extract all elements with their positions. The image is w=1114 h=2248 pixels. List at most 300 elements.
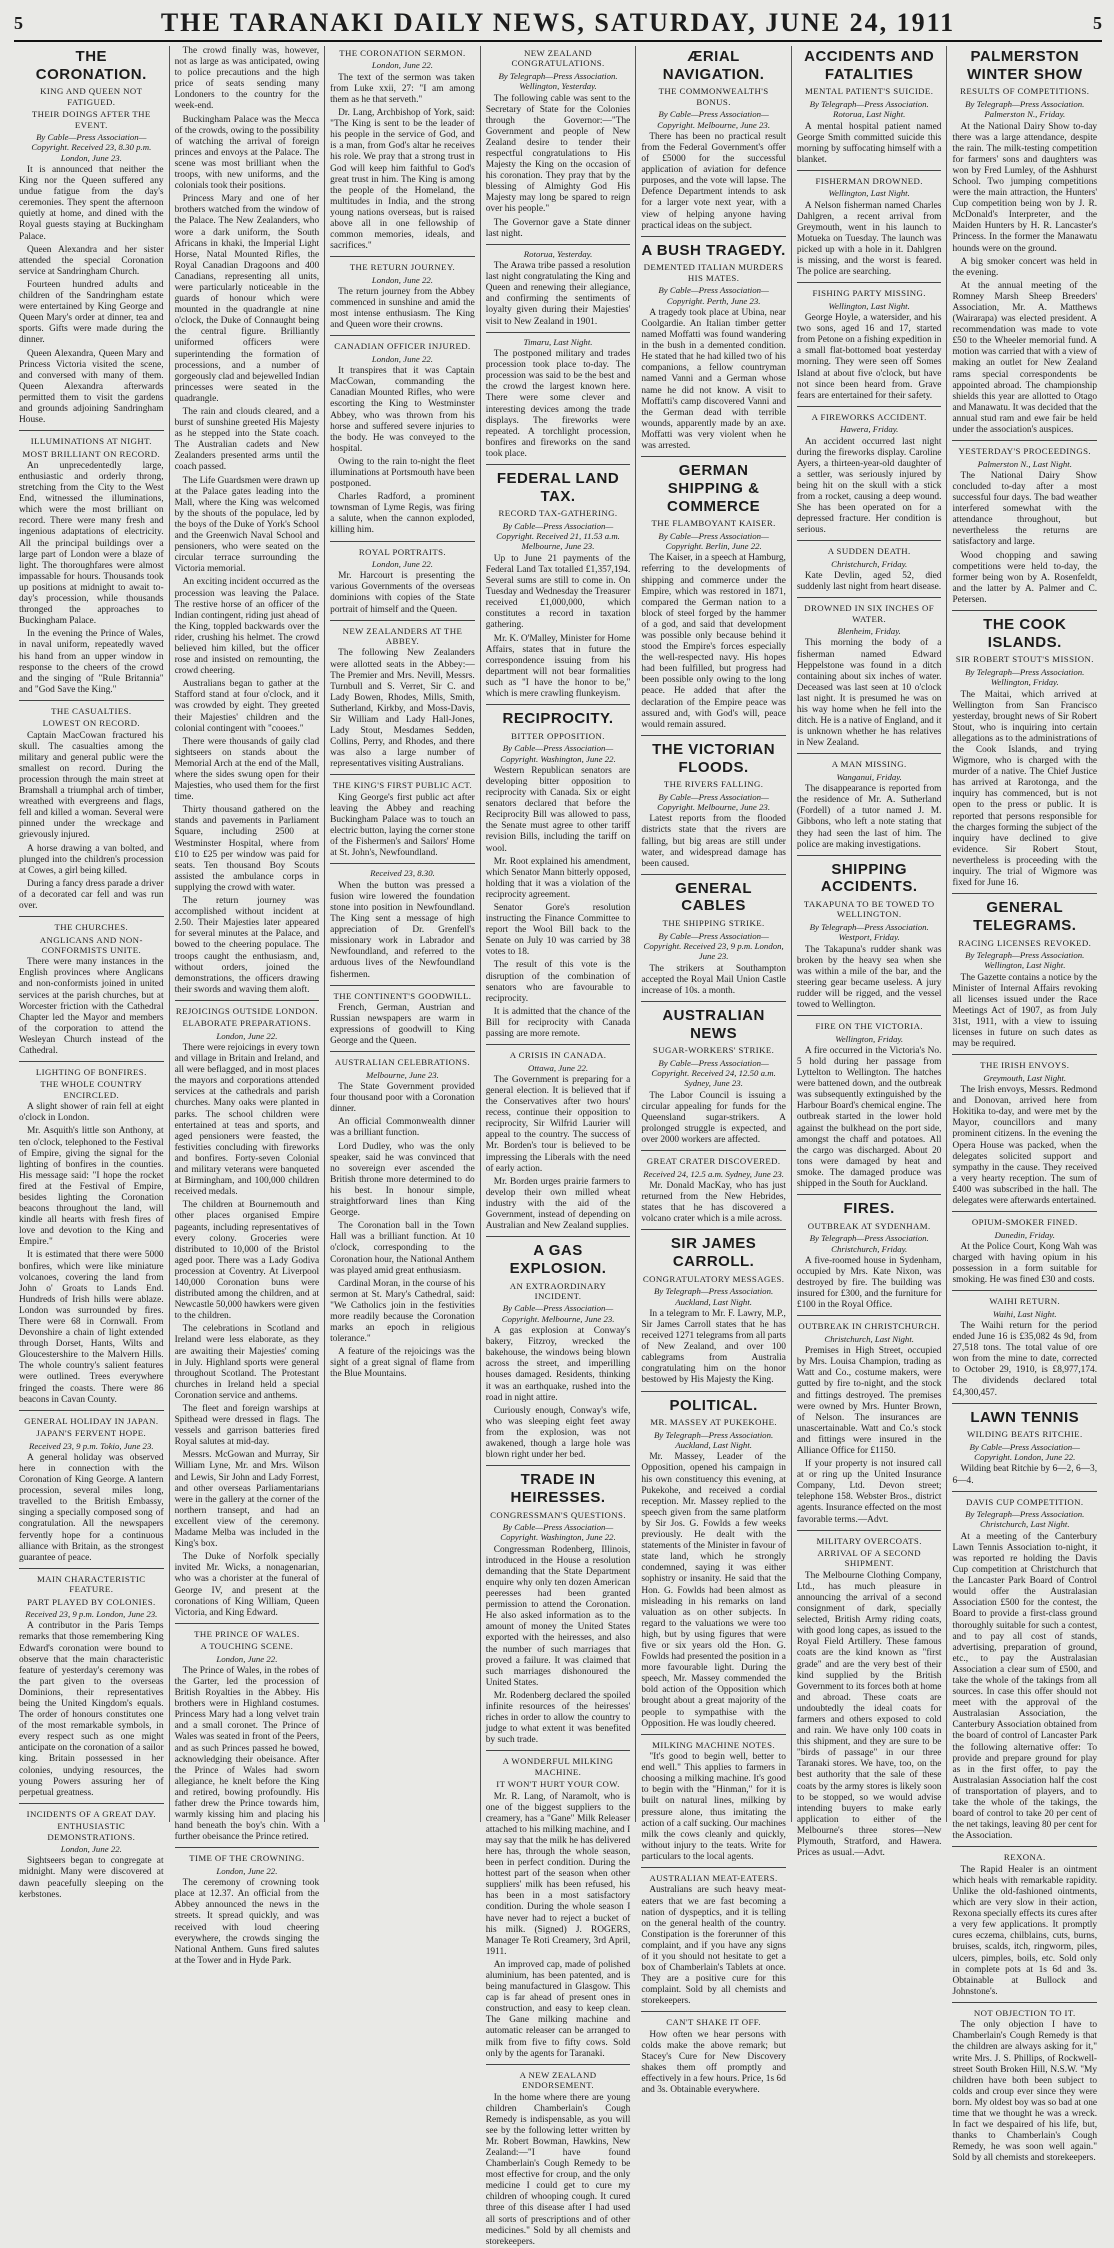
article-paragraph: Mr. Borden urges prairie farmers to develop their own milled wheat industry with the aid of the Government, instead of depending on Australian and New Zealand supplies.	[485, 1176, 631, 1232]
article-dateline: Ottawa, June 22.	[527, 1062, 589, 1073]
article-dateline: By Cable—Press Association—Copyright. Washington, June 22.	[500, 743, 616, 764]
article-dateline: Christchurch, Last Night.	[824, 1333, 914, 1344]
article	[797, 597, 942, 749]
article-subheading: NEW ZEALANDERS AT THE ABBEY.	[342, 625, 463, 647]
article-paragraph: Sightseers began to congregate at midnight. Many were discovered at dawn peacefully sleeping on the kerbstones.	[19, 1856, 164, 1900]
article	[641, 1001, 786, 1146]
article-subheading: LOWEST ON RECORD.	[42, 718, 140, 729]
article-paragraph: The Labor Council is issuing a circular appealing for funds for the Queensland sugar-strikers. A prolonged struggle is expected, and over 2000 workers are affected.	[641, 1090, 786, 1146]
article-subheading: ENTHUSIASTIC DEMONSTRATIONS.	[47, 1821, 136, 1842]
article-paragraph: Mr. R. Lang, of Naramolt, who is one of the biggest suppliers to the creamery, has a "Gane" Milk Releaser attached to his milking machine, and I may say that the milk he has delivered here has, through the whole season, been in perfect condition. During the hottest part of the season when other suppliers' milk has been refused, his has been in a most satisfactory condition. During the whole season I have never had to reject a bucket of his milk. (Signed) J. ROGERS, Manager Te Roti Creamery, 3rd April, 1911.	[485, 1791, 631, 1957]
article-paragraph: The following cable was sent to the Secretary of State for the Colonies through the Governor:—"The Government and people of New Zealand desire to tender their respectful congratulations to His Majesty the King on the occasion of his coronation. They pray that by the blessing of Almighty God His Majesty may long be spared to reign over his people."	[485, 93, 631, 215]
article-subheading: RECORD TAX-GATHERING.	[498, 508, 618, 519]
article-paragraph: Mr. Root explained his amendment, which Senator Mann bitterly opposed, holding that it was a violation of the reciprocity agreement.	[485, 856, 631, 900]
article-headline: SHIPPING ACCIDENTS.	[820, 860, 918, 896]
article-dateline: By Telegraph—Press Association. Auckland, Last Night.	[654, 1429, 774, 1450]
article-paragraph: Kate Devlin, aged 52, died suddenly last night from heart disease.	[796, 571, 942, 593]
article-paragraph: Latest reports from the flooded districts state that the rivers are falling, but big areas are still under water, and widespread damage has been caused.	[641, 814, 786, 869]
article-dateline: London, June 22.	[60, 1843, 122, 1854]
column-2	[170, 46, 326, 1966]
article	[641, 48, 786, 232]
article-subheading: DEMENTED ITALIAN MURDERS HIS MATES.	[643, 262, 784, 283]
article-subheading: GREAT CRATER DISCOVERED.	[646, 1156, 781, 1167]
article-dateline: Rotorua, Yesterday.	[523, 248, 593, 259]
article-subheading: KING AND QUEEN NOT FATIGUED.	[40, 86, 143, 107]
article	[797, 1315, 942, 1525]
article-subheading: FISHING PARTY MISSING.	[812, 288, 926, 299]
article	[641, 2011, 786, 2096]
article-dateline: By Telegraph—Press Association. Wellington, Yesterday.	[498, 70, 618, 92]
article-paragraph: A gas explosion at Conway's bakery, Fitzroy, wrecked the bakehouse, the windows being blown across the street, and imperilling houses damaged. Residents, thinking it was an earthquake, rushed into the road in night attire.	[485, 1326, 631, 1403]
article-paragraph: An exciting incident occurred as the procession was leaving the Palace. The restive horse of an officer of the Indian contingent, riding just ahead of the King, toppled backwards over the rider, crushing his helmet. The crowd believed him killed, but the officer rose and insisted on remounting, the crowd cheering.	[174, 577, 320, 677]
article-dateline: By Cable—Press Association—Copyright. London, June 22.	[969, 1441, 1080, 1463]
article-paragraph: The return journey from the Abbey commenced in sunshine and amid the most intense enthusiasm. The King and Queen wore their crowns.	[330, 287, 475, 331]
article-subheading: THE KING'S FIRST PUBLIC ACT.	[332, 780, 473, 791]
article-subheading: REXONA.	[1003, 1852, 1046, 1863]
article-subheading: THE FLAMBOYANT KAISER.	[651, 518, 776, 529]
article	[797, 855, 942, 1011]
article-subheading: MILITARY OVERCOATS.	[816, 1535, 922, 1546]
article-subheading: ELABORATE PREPARATIONS.	[182, 1018, 312, 1029]
article-paragraph: The result of this vote is the disruption of the combination of senators who are favourable to reciprocity.	[485, 960, 631, 1004]
article-paragraph: Charles Radford, a prominent townsman of Lyme Regis, was firing a salute, when the cannon exploded, killing him.	[330, 492, 475, 536]
article-dateline: By Cable—Press Association—Copyright. Washington, June 22.	[500, 1521, 616, 1543]
article-paragraph: The Kaiser, in a speech at Hamburg, referring to the developments of shipping and commerce under the Empire, which was restored in 1871, compared the German nation to a block of steel forged by the hammer of a god, and said that development was possible only because behind it stood the Empire's forces especially the well-respected navy. His hopes had been fulfilled, but progress had been possible only owing to the long peace. He added that after the declaration of the Empire peace was assured and, with God's will, peace would remain assured.	[641, 553, 786, 730]
article-subheading: THE CONTINENT'S GOODWILL.	[333, 990, 472, 1001]
article	[19, 1061, 164, 1406]
article-dateline: London, June 22.	[371, 353, 433, 364]
article-dateline: Melbourne, June 23.	[366, 1069, 439, 1080]
columns-container	[14, 46, 1102, 2247]
article-subheading: CONGRESSMAN'S QUESTIONS.	[490, 1509, 626, 1520]
article-subheading: PART PLAYED BY COLONIES.	[26, 1596, 156, 1607]
article-dateline: Received 23, 8.30.	[370, 868, 435, 879]
column-7	[947, 46, 1102, 2164]
article-dateline: By Telegraph—Press Association. Christchurch, Friday.	[809, 1233, 929, 1254]
article-subheading: ILLUMINATIONS AT NIGHT.	[30, 436, 152, 447]
article-headline: SIR JAMES CARROLL.	[670, 1235, 757, 1271]
article-paragraph: The Arawa tribe passed a resolution last night congratulating the King and Queen and renewing their allegiance, and confirming the sentiments of loyalty given during their Majesties' visit to New Zealand in 1901.	[485, 261, 631, 327]
article	[797, 540, 942, 593]
article-subheading: INCIDENTS OF A GREAT DAY.	[26, 1808, 156, 1819]
article-paragraph: Mr. Harcourt is presenting the various Governments of the overseas dominions with copies of the State portrait of himself and the Queen.	[330, 571, 475, 615]
article-headline: POLITICAL.	[669, 1396, 758, 1414]
article	[641, 236, 786, 452]
article-headline: LAWN TENNIS	[970, 1408, 1080, 1426]
article	[641, 874, 786, 997]
article	[19, 700, 164, 912]
article	[486, 2064, 631, 2248]
article-subheading: A TOUCHING SCENE.	[200, 1641, 294, 1652]
article-subheading: TIME OF THE CROWNING.	[189, 1853, 305, 1864]
article-paragraph: King George's first public act after leaving the Abbey and reaching Buckingham Palace was to touch an electric button, laying the corner stone of the Fishermen's and Sailors' Home at St. John's, Newfoundland.	[330, 792, 475, 859]
article-subheading: AN EXTRAORDINARY INCIDENT.	[509, 1280, 607, 1301]
article-dateline: By Telegraph—Press Association. Rotorua, Last Night.	[809, 98, 929, 120]
article-paragraph: The ceremony of crowning took place at 12.37. An official from the Abbey announced the news in the streets. It spread quickly, and was received with loud cheering everywhere, the crowds singing the National Anthem. Guns fired salutes at the Tower and in Hyde Park.	[174, 1878, 320, 1966]
article-paragraph: When the button was pressed a fusion wire lowered the foundation stone into position in Newfoundland. The King sent a message of high appreciation of Dr. Grenfell's missionary work in Labrador and Newfoundland, and referred to the arduous lives of the Newfoundland fishermen.	[330, 880, 475, 980]
article-subheading: AUSTRALIAN CELEBRATIONS.	[334, 1057, 471, 1068]
article-paragraph: At the annual meeting of the Romney Marsh Sheep Breeders' Association, Mr. A. Matthews (Wairarapa) was elected president. A recommendation was made to vote £50 to the Wheeler memorial fund. A motion was carried that with a view of making an outlet for New Zealand rams special correspondents be appointed abroad. The championship shields this year are allotted to Otago and Manawatu. It was decided that the annual stud ram and ewe fair be held under the association's auspices.	[952, 280, 1098, 436]
article-dateline: By Cable—Press Association—Copyright. Received 21, 11.53 a.m. Melbourne, June 23.	[496, 520, 620, 552]
article-subheading: WAIHI RETURN.	[989, 1296, 1061, 1307]
article-dateline: By Cable—Press Association—Copyright. Received 24, 12.50 a.m. Sydney, June 23.	[651, 1057, 776, 1089]
article-paragraph: Mr. Massey, Leader of the Opposition, opened his campaign in his own constituency this evening, at Pukekohe, and received a cordial reception. Mr. Massey replied to the speech given from the same platform by Sir Jos. G. Fowlds a few weeks previously. He dealt with the statements of the Minister in favour of state land, which he strongly condemned, saying it was either sophistry or insanity. He said that the Hon. G. Fowlds had been almost as misleading in his remarks on land valuation as on other subjects. In regard to the valuations we were too high, but by using figures that were five or six years old the Hon. G. Fowlds had presented the position in a more favourable light. During the speech, Mr. Massey commended the bold action of the Opposition which brought about a great majority of the people to sympathise with the Opposition. He was loudly cheered.	[641, 1452, 786, 1729]
article-dateline: By Telegraph—Press Association. Westport, Friday.	[809, 921, 929, 943]
article-subheading: THE RETURN JOURNEY.	[349, 262, 456, 273]
article-paragraph: Premises in High Street, occupied by Mrs. Louisa Champion, trading as Watt and Co., costume makers, were gutted by fire to-night, and the stock and fittings destroyed. The premises were owned by Mrs. Hunter Brown, of Nelson. The insurances are unascertainable. Watt and Co.'s stock and fittings were insured in the Alliance Office for £1150.	[796, 1346, 942, 1456]
article-paragraph: The Rapid Healer is an ointment which heals with remarkable rapidity. Unlike the old-fashioned ointments, which are very slow in their action, Rexona specially effects its cures after a very few applications. It promptly cures eczema, chilblains, cuts, burns, bruises, scalds, itch, ringworm, piles, ulcers, pimples, boils, etc. Sold only in complete pots at 1s 6d and 3s. Obtainable at Bullock and Johnstone's.	[952, 1864, 1098, 1997]
article-paragraph: The National Dairy Show concluded to-day after a most successful four days. The bad weather interfered somewhat with the attendance throughout, but nevertheless the returns are satisfactory and large.	[952, 470, 1098, 548]
article-paragraph: The Prince of Wales, in the robes of the Garter, led the procession of British Royalties in the Abbey. His brothers were in Highland costumes. Princess Mary had a long velvet train and a small coronet. The Prince of Wales was seated in front of the Peers, and as such Princes passed he bowed, acknowledging their obeisance. After the Prince of Wales had sworn allegiance, he knelt before the King and retired, bowing profoundly. His father drew the Prince towards him, warmly kissing him and placing his hand beneath the boy's chin. With a further obeisance the Prince retired.	[174, 1665, 320, 1843]
article-subheading: THE IRISH ENVOYS.	[980, 1060, 1070, 1071]
article-paragraph: The following New Zealanders were allotted seats in the Abbey:—The Premier and Mrs. Nevill, Messrs. Turnbull and S. Verret, Sir C. and Lady Bowen, Rhodes, Mills, Smith, Sutherland, Kirkby, and Moss-Davis, Sir William and Lady Hall-Jones, Lady Stout, Mesdames Sedden, Collins, Perry, and Rhodes, and there was also a large number of representatives visiting Australians.	[330, 648, 475, 770]
article-paragraph: Wilding beat Ritchie by 6—2, 6—3, 6—4.	[952, 1464, 1098, 1486]
article-paragraph: It transpires that it was Captain MacCowan, commanding the Canadian Mounted Rifles, who were escorting the King to Westminster Abbey, who was thrown from his horse and suffered severe injuries to the body. He was conveyed to the hospital.	[330, 366, 475, 454]
article	[486, 704, 631, 1040]
article	[952, 1211, 1097, 1286]
article-paragraph: Captain MacCowan fractured his skull. The casualties among the military and general public were the smallest on record. During the procession through the main street at Bramshall a triumphal arch of timber, wreathed with evergreens and flags, fell and killed a woman. Several were pinned under the wreckage and grievously injured.	[19, 730, 164, 841]
article-paragraph: A slight shower of rain fell at eight o'clock in London.	[19, 1102, 164, 1124]
article-subheading: MENTAL PATIENT'S SUICIDE.	[805, 86, 934, 97]
article-dateline: By Telegraph—Press Association. Auckland, Last Night.	[654, 1286, 774, 1307]
article	[641, 1150, 786, 1225]
article-paragraph: Thirty thousand gathered on the stands and pavements in Parliament Square, including 2500 at Westminster Hospital, where from £10 to £25 per window was paid for seats. Ten thousand Boy Scouts assisted the ambulance corps in supplying the crowd with water.	[174, 805, 320, 893]
article-subheading: A WONDERFUL MILKING MACHINE.	[502, 1756, 614, 1777]
article	[486, 1236, 631, 1461]
article-dateline: London, June 22.	[216, 1030, 278, 1041]
article	[330, 335, 475, 536]
article-paragraph: The Melbourne Clothing Company, Ltd., has much pleasure in announcing the arrival of a second consignment of dark, specially selected, British Army riding coats, with good long capes, as issued to the Royal Field Artillery. These famous coats are the kind known as "first grade" and are the very best of their kind supplied by the British Government to its forces both at home and abroad. These coats are undoubtedly the ideal coats for farmers and others exposed to cold and rain. We have only 100 coats in this shipment, and they are sure to be "birds of passage" in our three Taranaki stores. We have, too, on the best authority that the sale of these coats by the army stores is likely soon to be stopped, so we would advise intending buyers to make early application to either of the Melbourne's three stores—New Plymouth, Stratford, and Hawera. Prices as usual.—Advt.	[796, 1570, 942, 1859]
article-paragraph: A feature of the rejoicings was the sight of a great signal of flame from the Blue Mountains.	[330, 1347, 475, 1380]
article	[952, 1290, 1097, 1398]
article-dateline: Wellington, Last Night.	[828, 300, 910, 311]
article	[486, 1465, 631, 1746]
article-headline: TRADE IN HEIRESSES.	[510, 1471, 606, 1506]
article	[486, 1044, 631, 1232]
column-5	[636, 46, 792, 2096]
article-paragraph: A horse drawing a van bolted, and plunged into the children's procession at Cowes, a girl being killed.	[19, 843, 164, 876]
article	[952, 1403, 1097, 1487]
page-number: 5	[14, 12, 23, 33]
article-dateline: Blenheim, Friday.	[837, 626, 901, 637]
article-subheading: YESTERDAY'S PROCEEDINGS.	[958, 446, 1092, 457]
article	[641, 1391, 786, 1730]
article-paragraph: The Coronation ball in the Town Hall was a brilliant function. At 10 o'clock, corresponding to the Coronation hour, the National Anthem was played amid great enthusiasm.	[330, 1221, 475, 1276]
article-dateline: By Cable—Press Association—Copyright. Melbourne, June 23.	[501, 1303, 615, 1324]
article-subheading: NOT OBJECTION TO IT.	[973, 2007, 1076, 2018]
article-subheading: OUTBREAK IN CHRISTCHURCH.	[798, 1321, 941, 1332]
article-paragraph: In the evening the Prince of Wales, in naval uniform, repeatedly waved his hand from an upper window in response to the cheers of the crowd and the singing of "Rule Britannia" and "God Save the King."	[19, 629, 164, 695]
article	[330, 48, 475, 252]
article-paragraph: Fourteen hundred adults and children of the Sandringham estate were entertained by King George and Queen Mary's order at dinner, tea and sports. Gifts were made during the dinner.	[19, 279, 164, 346]
article-dateline: By Telegraph—Press Association. Wellington, Last Night.	[965, 949, 1085, 971]
article-subheading: THE CASUALTIES.	[51, 705, 132, 716]
article-paragraph: The Life Guardsmen were drawn up at the Palace gates leading into the Mall, where the King was welcomed by the shouts of the populace, led by the boys of the Duke of York's School and the Greenwich Naval School and pensioners, who were seated on the circular terrace surrounding the Victoria memorial.	[174, 475, 320, 575]
article-headline: THE VICTORIAN FLOODS.	[652, 740, 776, 776]
article-headline: A BUSH TRAGEDY.	[641, 241, 786, 259]
article-headline: ACCIDENTS AND FATALITIES	[804, 48, 935, 83]
article-dateline: Waihi, Last Night.	[992, 1308, 1057, 1319]
article-subheading: MAIN CHARACTERISTIC FEATURE.	[37, 1573, 146, 1595]
article-headline: FEDERAL LAND TAX.	[496, 469, 620, 505]
article-subheading: MOST BRILLIANT ON RECORD.	[22, 448, 161, 459]
article-headline: AUSTRALIAN NEWS	[662, 1006, 765, 1042]
article-paragraph: Curiously enough, Conway's wife, who was sleeping eight feet away from the explosion, was not awakened, though a large hole was blown right under her bed.	[485, 1405, 631, 1461]
article-paragraph: A general holiday was observed here in connection with the Coronation of King George. A lantern procession, several miles long, travelled to the British Embassy, singing a specially composed song of congratulation. All the newspapers fervently hope for a continuous alliance with Britain, as the strongest guarantee of peace.	[19, 1452, 164, 1563]
article	[952, 2002, 1097, 2165]
article	[797, 48, 942, 166]
article	[330, 863, 475, 980]
article	[641, 456, 786, 731]
article-paragraph: Up to June 21 payments of the Federal Land Tax totalled £1,357,194. Several sums are still to come in. On Tuesday and Wednesday the Treasurer received £1,000,000, which constitutes a record in taxation gathering.	[485, 553, 631, 631]
article	[19, 1410, 164, 1564]
article-dateline: Palmerston N., Last Night.	[977, 458, 1072, 469]
column-3	[325, 46, 481, 1822]
article-paragraph: There were thousands of gaily clad sightseers on stands about the Memorial Arch at the end of the Mall, where the sides swung open for their Majesties, who used them for the first time.	[174, 736, 320, 803]
article-dateline: London, June 22.	[371, 60, 433, 71]
article-dateline: By Cable—Press Association—Copyright. Melbourne, June 23.	[657, 791, 771, 812]
article-subheading: FISHERMAN DROWNED.	[815, 175, 923, 186]
article-paragraph: In a telegram to Mr. F. Lawry, M.P., Sir James Carroll states that he has received 1271 telegrams from all parts of New Zealand, and over 100 cablegrams from Australia congratulating him on the honor bestowed by His Majesty the King.	[641, 1308, 786, 1386]
article-paragraph: Messrs. McGowan and Murray, Sir William Lyne, Mr. and Mrs. Wilson and Lewis, Sir John and Lady Forrest, and other overseas Parliamentarians were in the gallery at the corner of the northern transept, and had an excellent view of the ceremony. Madame Melba was included in the King's box.	[174, 1450, 320, 1550]
article-subheading: OPIUM-SMOKER FINED.	[971, 1217, 1078, 1228]
article-paragraph: The Governor gave a State dinner last night.	[485, 217, 631, 239]
article-dateline: By Cable—Press Association—Copyright. Perth, June 23.	[658, 285, 769, 306]
article-subheading: ARRIVAL OF A SECOND SHIPMENT.	[817, 1548, 921, 1569]
article-paragraph: Senator Gore's resolution instructing the Finance Committee to report the Wool Bill back to the Senate on July 10 was carried by 38 votes to 18.	[485, 903, 631, 958]
page-number-right: 5	[1093, 12, 1102, 33]
article-paragraph: A Nelson fisherman named Charles Dahlgren, a recent arrival from Greymouth, went in his launch to Motueka on Tuesday. The launch was picked up with a hole in it. Dahlgren is missing, and the worst is feared. The police are searching.	[796, 200, 942, 278]
article-subheading: A FIREWORKS ACCIDENT.	[811, 411, 927, 422]
article	[641, 1229, 786, 1386]
article-subheading: ROYAL PORTRAITS.	[358, 546, 447, 557]
article	[641, 735, 786, 870]
article-subheading: JAPAN'S FERVENT HOPE.	[36, 1428, 147, 1439]
article-subheading: TAKAPUNA TO BE TOWED TO WELLINGTON.	[803, 899, 935, 920]
article-subheading: FIRE ON THE VICTORIA.	[815, 1021, 923, 1032]
article-dateline: London, June 22.	[216, 1653, 278, 1664]
article-headline: FIRES.	[843, 1200, 895, 1218]
article-paragraph: "It's good to begin well, better to end well." This applies to farmers in choosing a milking machine. It's good to begin with the "Hinman," for it is built on natural lines, milking by pressure alone, thus imitating the action of a calf sucking. Our machines milk the cows cleanly and quickly, without injury to the teats. Write for particulars to the local agents.	[641, 1752, 786, 1862]
article-paragraph: The crowd finally was, however, not as large as was anticipated, owing to police precautions and the high price of seats sending many Londoners to the country for the week-end.	[174, 46, 320, 112]
article-paragraph: A fire occurred in the Victoria's No. 5 hold during her passage from Lyttelton to Wellington. The hatches were battened down, and the outbreak was subsequently extinguished by the Harbour Board's chemical engine. The outbreak started in the lower hold against the bulkhead on the port side, amongst the chaff and potatoes. All the cargo was discharged. About 20 tons were damaged by heat and smoke. The damaged produce was shipped in the South for Auckland.	[796, 1045, 942, 1189]
article-subheading: MR. MASSEY AT PUKEKOHE.	[650, 1417, 777, 1428]
article	[797, 170, 942, 278]
article-paragraph: Queen Alexandra and her sister attended the special Coronation service at Sandringham Church.	[19, 244, 164, 277]
article	[486, 464, 631, 700]
article-paragraph: A contributor in the Paris Temps remarks that those remembering King Edward's coronation were bound to observe that the main characteristic feature of yesterday's ceremony was the part given to the overseas Dominions, their representatives being the United Kingdom's equals. The order of honours constitutes one of the most remarkable symbols, in every respect such as one might anticipate on the coronation of a sailor king. Britain possessed in her colonies, undying resources, the young Powers assuring her of perpetual greatness.	[19, 1621, 164, 1798]
article	[952, 48, 1097, 436]
article-subheading: THE CHURCHES.	[54, 922, 129, 933]
article-paragraph: Western Republican senators are developing bitter opposition to reciprocity with Canada. Six or eight senators declared that before the Reciprocity Bill was allowed to pass, the Senate must agree to other tariff revision Bills, including the tariff on wool.	[485, 765, 631, 854]
article-dateline: Greymouth, Last Night.	[983, 1072, 1067, 1083]
article-subheading: SUGAR-WORKERS' STRIKE.	[652, 1045, 775, 1056]
article	[486, 48, 631, 240]
article-paragraph: Queen Alexandra, Queen Mary and Princess Victoria visited the scene, and conversed with many of them. Queen Alexandra afterwards permitted them to visit the gardens and grounds adjoining Sandringham House.	[19, 348, 164, 426]
article-subheading: THE WHOLE COUNTRY ENCIRCLED.	[40, 1079, 143, 1100]
article-dateline: Wanganui, Friday.	[836, 771, 902, 782]
article-subheading: THE PRINCE OF WALES.	[194, 1628, 300, 1639]
article-subheading: CONGRATULATORY MESSAGES.	[642, 1273, 785, 1284]
article-headline: THE CORONATION.	[35, 48, 147, 83]
article-dateline: By Telegraph—Press Association. Christchurch, Last Night.	[965, 1509, 1085, 1530]
article-paragraph: An improved cap, made of polished aluminium, has been patented, and is being manufactured in Glasgow. This cap is far ahead of present ones in construction, and easy to keep clean. The Gane milking machine and automatic releaser can be arranged to milk from five to fifty cows. Sold only by the agents for Taranaki.	[485, 1959, 631, 2059]
article-paragraph: The Takapuna's rudder shank was broken by the heavy sea when she was within a mile of the bar, and the steering gear became useless. A jury rudder will be rigged, and the vessel towed to Wellington.	[796, 944, 942, 1011]
article-paragraph: French, German, Austrian and Russian newspapers are warm in expressions of goodwill to King George and the Queen.	[330, 1002, 475, 1047]
article-subheading: GENERAL HOLIDAY IN JAPAN.	[24, 1415, 159, 1426]
article-dateline: By Cable—Press Association—Copyright. Melbourne, June 23.	[657, 109, 771, 130]
article-paragraph: At a meeting of the Canterbury Lawn Tennis Association to-night, it was reported re holding the Davis Cup competition at Christchurch that the Lancaster Park Board of Control would offer the Australasian Association £500 for the contest, the Board to provide a first-class ground thoroughly suitable for such a contest, and to pay all cost of stands, advertising, preparation of ground, etc., to pay the Australasian Association a clear sum of £500, and take the whole of the takings from all sources. In case this offer should not meet with the approval of the Australasian Association, the Canterbury Association obtained from the board of control of Lancaster Park the following alternative offer: To provide and prepare ground for play as in the first offer, to pay the Australasian Association half the cost of transportation of players, and to take the whole of the takings, the board of control to take 20 per cent of the net takings, leaving 80 per cent for the Association.	[952, 1531, 1098, 1842]
article-paragraph: The rain and clouds cleared, and a burst of sunshine greeted His Majesty as he stepped into the State coach. The Australian cadets and New Zealanders presented arms until the coach passed.	[174, 407, 320, 473]
column-4	[481, 46, 637, 2247]
article	[19, 48, 164, 426]
article-subheading: A CRISIS IN CANADA.	[509, 1050, 607, 1061]
article	[330, 256, 475, 331]
article-paragraph: Owing to the rain to-night the fleet illuminations at Portsmouth have been postponed.	[330, 456, 475, 490]
article	[19, 916, 164, 1057]
article-paragraph: At the National Dairy Show to-day there was a large attendance, despite the rain. The milk-testing competition for farmers' sons and daughters was won by Fred Lumley, of the Ashhurst School. Two jumping competitions were the main attraction, the Hunters' Cup competition being won by J. R. McDonald's Interpreter, and the Maiden Hunters by H. R. Lancaster's Princess. In the former the Manawatu hounds were on the ground.	[952, 121, 1098, 254]
article-dateline: By Telegraph—Press Association. Palmerston N., Friday.	[965, 98, 1085, 120]
article-paragraph: Dr. Lang, Archbishop of York, said: "The King is sent to be the leader of his people in the service of God, and is a man, from God's altar he receives his role. We pray that a strong trust in God will keep him faithful to God's great trust in him. The King is among the people of the Homeland, the multitudes in India, and the strong young nations overseas, but is raised above all in one fellowship of common memories, ideals, and sacrifices."	[330, 108, 475, 252]
article-paragraph: The only objection I have to Chamberlain's Cough Remedy is that the children are always asking for it," write Mrs. J. S. Phillips, of Rockwell-street South Broken Hill, N.S.W. "My children have both been subject to colds and croup ever since they were born. My oldest boy was so bad at one time that we thought he was a wreck. In fact we despaired of his life, but, thanks to Chamberlain's Cough Remedy, he was soon well again." Sold by all chemists and storekeepers.	[952, 2020, 1098, 2164]
article-subheading: ANGLICANS AND NON-CONFORMISTS UNITE.	[39, 934, 143, 955]
article-paragraph: Australians are such heavy meat-eaters that we are fast becoming a nation of dyspeptics, and it is telling on the general health of the country. Constipation is the forerunner of this complaint, and if you have any signs of it you should not hesitate to get a box of Chamberlain's Tablets at once. They are a positive cure for this complaint. Sold by all chemists and storekeepers.	[641, 1885, 786, 2007]
column-1	[14, 46, 170, 1900]
article-dateline: By Cable—Press Association—Copyright. Received 23, 9 p.m. London, June 23.	[643, 930, 784, 962]
article-dateline: London, June 22.	[371, 558, 433, 569]
article-headline: ÆRIAL NAVIGATION.	[662, 48, 765, 83]
article	[797, 1530, 942, 1860]
article-subheading: THE SHIPPING STRIKE.	[662, 918, 765, 929]
article	[952, 1054, 1097, 1207]
article-dateline: London, June 22.	[216, 1865, 278, 1876]
article	[797, 282, 942, 402]
article-dateline: By Cable—Press Association—Copyright. Berlin, June 22.	[658, 530, 769, 551]
article	[19, 430, 164, 696]
article-subheading: AUSTRALIAN MEAT-EATERS.	[649, 1873, 778, 1884]
article-paragraph: The Waihi return for the period ended June 16 is £35,082 4s 9d, from 27,518 tons. The total value of ore won from the mine to date, corrected to October 29, 1910, is £8,977,174. The dividends declared total £4,300,457.	[952, 1321, 1098, 1398]
article-subheading: NEW ZEALAND CONGRATULATIONS.	[511, 48, 605, 69]
article	[952, 610, 1097, 889]
article-paragraph: The celebrations in Scotland and Ireland were less elaborate, as they are awaiting their Majesties' coming in July. Highland sports were general throughout Scotland. The Protestant churches in Ireland held a special Coronation service and anthems.	[174, 1324, 320, 1401]
article-paragraph: There has been no practical result from the Federal Government's offer of £5000 for the successful application of aviation for defence purposes, and the vote will lapse. The Defence Department intends to ask for a larger vote next year, with a view of helping anyone having practical ideas on the subject.	[641, 131, 786, 231]
article	[952, 893, 1097, 1050]
article	[797, 406, 942, 537]
article-paragraph: The Maitai, which arrived at Wellington from San Francisco yesterday, brought news of Sir Robert Stout, who is inquiring into certain allegations as to the administrations of the Cook Islands, and trying Wigmore, who is charged with the murder of a native. The Chief Justice has arrived at Rarotonga, and the inquiry has commenced, but is not open to the press or public. It is reported that persons responsible for the charges forming the subject of the inquiry have declined to give evidence. Sir Robert Stout, nevertheless is proceeding with the inquiry. The trial of Wigmore was fixed for June 16.	[952, 689, 1098, 889]
article-dateline: Timaru, Last Night.	[523, 336, 593, 347]
article-paragraph: If your property is not insured call at or ring up the United Insurance Company, Ltd. Devon street; telephone 158. Webster Bros., district agents. Insurance effected on the most favorable terms.—Advt.	[796, 1459, 942, 1525]
article-paragraph: Cardinal Moran, in the course of his sermon at St. Mary's Cathedral, said: "We Catholics join in the festivities more readily because the Coronation marks an epoch in religious tolerance."	[330, 1278, 475, 1345]
article-paragraph: Congressman Rodenberg, Illinois, introduced in the House a resolution demanding that the State Department enquire why only ten dozen American peeresses had been granted permission to attend the Coronation. He also asked information as to the amount of money the United States exported with the heiresses, and also the number of such marriages that proved a failure. It was claimed that such marriages dishonoured the United States.	[485, 1544, 631, 1688]
article-subheading: A MAN MISSING.	[831, 759, 907, 770]
article-paragraph: The Gazette contains a notice by the Minister of Internal Affairs revoking all licenses issued under the Race Meetings Act of 1907, as from July 31st, 1911, with a view to issuing licenses in future on such dates as may be required.	[952, 972, 1098, 1050]
newspaper-title: THE TARANAKI DAILY NEWS, SATURDAY, JUNE 24, 1911	[160, 8, 956, 37]
article-paragraph: George Hoyle, a watersider, and his two sons, aged 16 and 17, started from Petone on a fishing expedition in a small flat-bottomed boat yesterday morning. They were seen off Somes Island at about five o'clock, but have not since been heard from. Grave fears are entertained for their safety.	[796, 313, 942, 401]
article-dateline: Wellington, Last Night.	[828, 188, 910, 199]
article-headline: THE COOK ISLANDS.	[983, 616, 1067, 651]
masthead	[14, 6, 1102, 42]
article	[641, 1734, 786, 1863]
article-dateline: Hawera, Friday.	[839, 424, 899, 435]
article-subheading: REJOICINGS OUTSIDE LONDON.	[175, 1005, 318, 1016]
article	[175, 1847, 320, 1967]
article	[797, 753, 942, 850]
article-subheading: RACING LICENSES REVOKED.	[958, 937, 1092, 948]
article-subheading: THE RIVERS FALLING.	[663, 779, 764, 790]
article-paragraph: A mental hospital patient named George Smith committed suicide this morning by suffocating himself with a blanket.	[796, 121, 942, 165]
article-subheading: IT WON'T HURT YOUR COW.	[496, 1779, 620, 1790]
article-paragraph: A big smoker concert was held in the evening.	[952, 256, 1098, 278]
article-paragraph: A five-roomed house in Sydenham, occupied by Mrs. Kate Nixon, was destroyed by fire. The building was insured for £300, and the furniture for £100 in the Royal Office.	[796, 1255, 942, 1311]
article-paragraph: Buckingham Palace was the Mecca of the crowds, owing to the possibility of watching the arrival of foreign princes and envoys at the Palace. The scene was most brilliant when the troops, with new uniforms, and the colonials took their positions.	[174, 114, 320, 192]
article-paragraph: During a fancy dress parade a driver of a decorated car fell and was run over.	[19, 878, 164, 912]
article	[952, 1846, 1097, 1998]
article-subheading: OUTBREAK AT SYDENHAM.	[807, 1220, 931, 1231]
article-paragraph: It is estimated that there were 5000 bonfires, which were like miniature volcanoes, covering the land from John o' Groats to Lands End. Hundreds of Irish hills were ablaze. London was surrounded by fires. There were 68 in Cornwall. From Devonshire a chain of light extended through Dorset, Hants, Wilts and Gloucestershire to the Malvern Hills. The whole country's salient features were outlined. Trees everywhere fringed the coasts. There were 86 beacons in Cavan County.	[19, 1250, 164, 1405]
article-paragraph: The Government is preparing for a general election. It is believed that if the Conservatives after two hours' recess, continue their opposition to reciprocity, Sir Wilfrid Laurier will appeal to the country. The success of Mr. Borden's tour is believed to be impressing the Liberals with the need of early action.	[485, 1074, 631, 1174]
article-paragraph: Australians began to gather at the Stafford stand at four o'clock, and it was crowded by eight. They greeted their Majesties' children and the colonial contingent with "cooees."	[174, 679, 320, 734]
article-headline: RECIPROCITY.	[502, 710, 614, 728]
article-paragraph: It is admitted that the chance of the Bill for reciprocity with Canada passing are more remote.	[485, 1006, 631, 1040]
article-dateline: Received 23, 9 p.m. London, June 23.	[25, 1608, 158, 1619]
article-paragraph: The strikers at Southampton accepted the Royal Mail Union Castle increase of 10s. a month.	[641, 963, 786, 996]
article	[486, 244, 631, 328]
article	[175, 1623, 320, 1844]
article-subheading: CAN'T SHAKE IT OFF.	[666, 2017, 761, 2028]
article-paragraph: Wood chopping and sawing competitions were held to-day, the former being won by A. Rosenfeldt, and the latter by A. Palmer and C. Petersen.	[952, 550, 1098, 605]
article-paragraph: The Irish envoys, Messrs. Redmond and Donovan, arrived here from Hokitika to-day, and were met by the Mayor, councillors and many prominent citizens. In the evening the Opera House was packed, when the delegates solicited support and sympathy in the cause. They received a very hearty reception. The sum of £400 was subscribed in the hall. The delegates were afterwards entertained.	[952, 1085, 1098, 1207]
article-paragraph: At the Police Court, Kong Wah was charged with having opium in his possession in a form suitable for smoking. He was fined £30 and costs.	[952, 1241, 1098, 1286]
article-subheading: THEIR DOINGS AFTER THE EVENT.	[31, 109, 151, 130]
article	[175, 46, 320, 996]
article	[486, 1750, 631, 2059]
article-paragraph: The children at Bournemouth and other places organised Empire pageants, including representatives of every colony. Groceries were distributed to 10,000 of the Bristol aged poor. There was a Lady Godiva procession at Coventry. At Liverpool 140,000 Coronation buns were distributed among the children, and at Newcastle 50,000 hawkers were given to the children.	[174, 1200, 320, 1322]
article-subheading: MILKING MACHINE NOTES.	[652, 1739, 776, 1750]
article	[797, 1015, 942, 1190]
article	[330, 985, 475, 1048]
article	[330, 774, 475, 859]
article-paragraph: Princess Mary and one of her brothers watched from the window of the Palace. The New Zealanders, who wore a dark uniform, the South Africans in khaki, the Imperial Light Horse, Natal Mounted Rifles, the Royal Canadian Dragoons and 400 Canadians, representing all units, were particularly noticeable in the guards of honour which were mounted in the quadrangle at nine o'clock, the Duke of Connaught being the central figure. Brilliantly uniformed officers were superintending the formation of processions, and a number of gorgeously clad and bejewelled Indian princesses were seated in the quadrangle.	[174, 194, 320, 404]
article-paragraph: An unprecedentedly large, enthusiastic and orderly throng, stretching from the City to the West End, witnessed the illuminations, which were the most brilliant on record. There were many fresh and ingenious adaptations of electricity. All the principal buildings over a large part of London were a blaze of light. The thoroughfares were almost impassable for hours. Thousands took up positions at midnight to await to-day's procession, while thousands thronged the approaches to Buckingham Palace.	[19, 460, 164, 627]
article	[19, 1568, 164, 1799]
article-subheading: BITTER OPPOSITION.	[511, 730, 605, 741]
article-paragraph: It is announced that neither the King nor the Queen suffered any undue fatigue from the day's ceremonies. They spent the afternoon quietly at home, and dined with the Royal guests staying at Buckingham Palace.	[19, 165, 164, 242]
article-dateline: Christchurch, Friday.	[831, 558, 908, 569]
article-subheading: DAVIS CUP COMPETITION.	[965, 1496, 1084, 1507]
article-subheading: THE COMMONWEALTH'S BONUS.	[658, 86, 769, 107]
article-headline: PALMERSTON WINTER SHOW	[967, 48, 1083, 83]
article-subheading: SIR ROBERT STOUT'S MISSION.	[955, 654, 1094, 665]
article-dateline: Received 24, 12.5 a.m. Sydney, June 23.	[643, 1168, 784, 1179]
article-paragraph: A tragedy took place at Ubina, near Coolgardie. An Italian timber getter named Moffatti was found wandering in the bush in a demented condition. He stated that he had killed two of his companions, a fellow countryman named Vanni and a German whose name he did not know. A visit to Moffatti's camp discovered Vanni and the German dead with terrible wounds, apparently made by an axe. Moffatti was very violent when he was arrested.	[641, 307, 786, 452]
article-paragraph: Lord Dudley, who was the only speaker, said he was convinced that no sovereign ever ascended the British throne more determined to do his best. In honour simple, straightforward lines than King George.	[330, 1141, 475, 1219]
article-dateline: Received 23, 9 p.m. Tokio, June 23.	[29, 1440, 154, 1451]
article	[330, 541, 475, 616]
article-dateline: By Telegraph—Press Association. Wellington, Friday.	[965, 666, 1085, 688]
article-headline: GERMAN SHIPPING & COMMERCE	[667, 462, 761, 515]
article	[641, 1867, 786, 2007]
article-paragraph: In the home where there are young children Chamberlain's Cough Remedy is indispensable, as you will see by the following letter written by Mr. Robert Bowman, Hawkins, New Zealand:—"I have found Chamberlain's Cough Remedy to be most effective for croup, and the only medicine I could get to cure my children of whooping cough. It cured three of this disease after I had used all sorts of prescriptions and of other medicines." Sold by all chemists and storekeepers.	[485, 2092, 631, 2247]
article-paragraph: The fleet and foreign warships at Spithead were dressed in flags. The vessels and garrison batteries fired Royal salutes at mid-day.	[174, 1404, 320, 1448]
article-paragraph: Mr. Asquith's little son Anthony, at ten o'clock, telephoned to the Festival of Empire, giving the signal for the lighting of bonfires in the counties. His message said: "I hope the rocket fired at the Festival of Empire, besides lighting the Coronation beacons throughout the land, will kindle all hearts with fresh fires of love and devotion to the King and Empire."	[19, 1126, 164, 1248]
article-subheading: LIGHTING OF BONFIRES.	[35, 1067, 147, 1078]
article-paragraph: This morning the body of a fisherman named Edward Heppelstone was found in a ditch containing about six inches of water. Deceased was last seen at 10 o'clock last night. It is presumed he was on his way home when he fell into the ditch. He is a native of England, and it is unknown whether he has relatives in New Zealand.	[796, 638, 942, 749]
article	[486, 332, 631, 460]
article-subheading: CANADIAN OFFICER INJURED.	[334, 341, 471, 352]
article-paragraph: The State Government provided four thousand poor with a Coronation dinner.	[330, 1082, 475, 1115]
article-paragraph: The Duke of Norfolk specially invited Mr. Wicks, a nonagenarian, who was a chorister at the funeral of George IV, and present at the coronations of King William, Queen Victoria, and King Edward.	[174, 1552, 320, 1618]
column-6	[792, 46, 948, 1859]
